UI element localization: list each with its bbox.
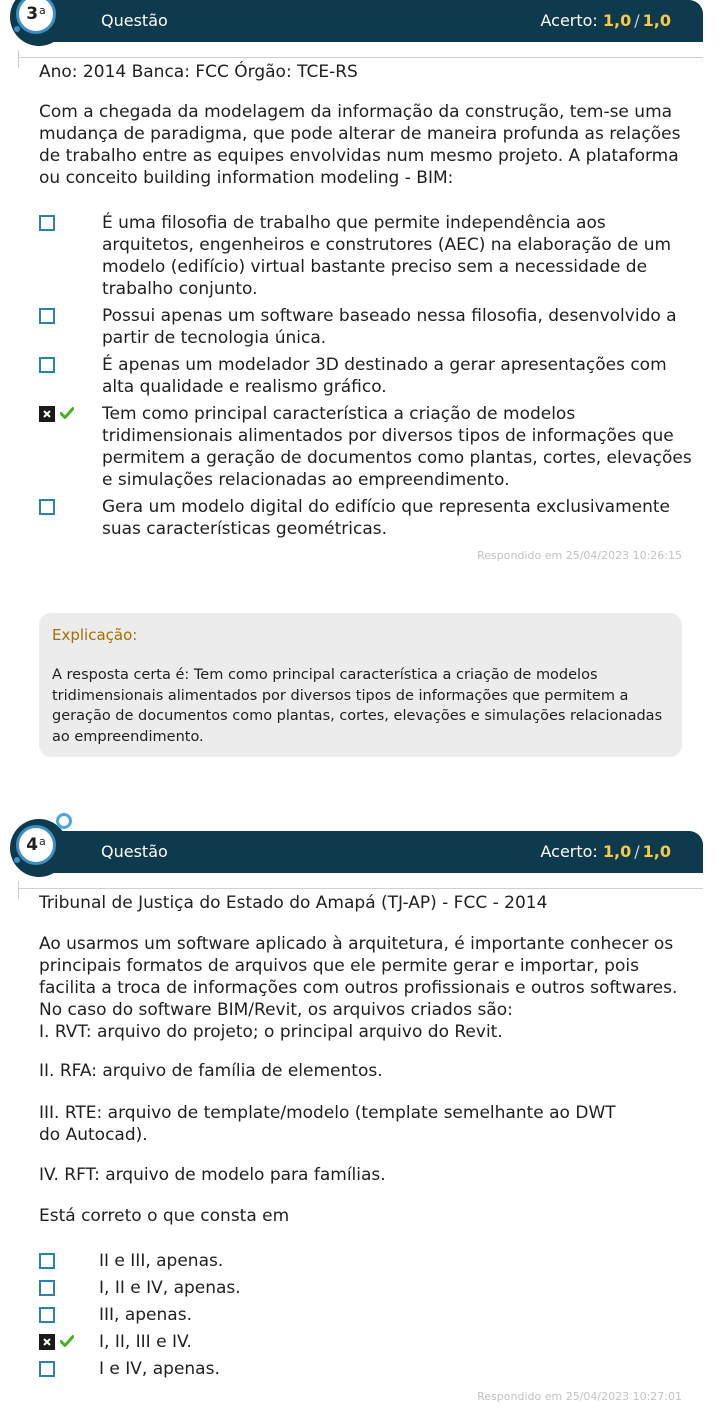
answered-timestamp: Respondido em 25/04/2023 10:26:15	[477, 549, 682, 562]
statement-item-1: I. RVT: arquivo do projeto; o principal arquivo do Revit.	[39, 1022, 503, 1042]
explanation-box	[39, 613, 682, 757]
header-divider	[18, 881, 19, 899]
header-underline	[18, 888, 703, 889]
question-prompt: Está correto o que consta em	[39, 1206, 290, 1226]
question-header	[26, 0, 703, 42]
question-title: Questão	[101, 842, 168, 861]
option-checkbox[interactable]	[39, 1280, 55, 1296]
option-checkbox[interactable]	[39, 1361, 55, 1377]
question-number-badge	[10, 819, 68, 877]
question-meta: Ano: 2014 Banca: FCC Órgão: TCE-RS	[39, 62, 358, 82]
question-meta: Tribunal de Justiça do Estado do Amapá (TJ-AP) - FCC - 2014	[39, 893, 548, 913]
option-label: Tem como principal característica a criação de modelos tridimensionais alimentados por diversos tipos de informações que permitem a geração de documentos como plantas, cortes, elevações e simulações relacionadas ao empreendimento.	[102, 404, 692, 490]
option-label: É apenas um modelador 3D destinado a gerar apresentações com alta qualidade e realismo gráfico.	[102, 355, 667, 397]
option-label: II e III, apenas.	[99, 1251, 224, 1271]
badge-dot	[56, 813, 72, 829]
question-number: 3 $^a$	[16, 0, 56, 34]
option-checkbox[interactable]	[39, 357, 55, 373]
explanation-text: A resposta certa é: Tem como principal característica a criação de modelos tridimensionais alimentados por diversos tipos de informações que permitem a geração de documentos como plantas, cortes, elevações e simulações relacionadas ao empreendimento.	[52, 667, 663, 745]
question-statement: Com a chegada da modelagem da informação da construção, tem-se uma mudança de paradigma, que pode alterar de maneira profunda as relações de trabalho entre as equipes envolvidas num mesmo projeto. A plataforma ou conceito building information modeling - BIM:	[39, 102, 681, 188]
correct-check-icon	[60, 1335, 74, 1347]
question-number: 4 $^a$	[16, 825, 56, 865]
badge-dot-small	[14, 857, 20, 863]
question-statement: Ao usarmos um software aplicado à arquitetura, é importante conhecer os principais formatos de arquivos que ele permite gerar e importar, pois facilita a troca de informações com outros profissionais e outros softwares. No caso do software BIM/Revit, os arquivos criados são:	[39, 934, 678, 1020]
option-label: I, II, III e IV.	[99, 1332, 192, 1352]
option-checkbox[interactable]	[39, 499, 55, 515]
option-label: Possui apenas um software baseado nessa filosofia, desenvolvido a partir de tecnologia única.	[102, 306, 677, 348]
question-header	[26, 831, 703, 873]
option-label: É uma filosofia de trabalho que permite independência aos arquitetos, engenheiros e construtores (AEC) na elaboração de um modelo (edifício) virtual bastante preciso sem a necessidade de trabalho conjunto.	[102, 213, 672, 299]
statement-item-3: III. RTE: arquivo de template/modelo (template semelhante ao DWT do Autocad).	[39, 1103, 616, 1145]
option-checkbox-checked[interactable]	[39, 406, 55, 422]
correct-check-icon	[60, 407, 74, 419]
option-checkbox-checked[interactable]	[39, 1334, 55, 1350]
option-label: I, II e IV, apenas.	[99, 1278, 241, 1298]
statement-item-4: IV. RFT: arquivo de modelo para famílias.	[39, 1165, 386, 1185]
option-checkbox[interactable]	[39, 1307, 55, 1323]
option-label: I e IV, apenas.	[99, 1359, 220, 1379]
statement-item-2: II. RFA: arquivo de família de elementos.	[39, 1061, 383, 1081]
option-checkbox[interactable]	[39, 215, 55, 231]
badge-dot-small	[14, 26, 20, 32]
question-title: Questão	[101, 11, 168, 30]
checked-x-icon	[41, 1336, 53, 1348]
option-label: Gera um modelo digital do edifício que representa exclusivamente suas características geométricas.	[102, 497, 670, 539]
option-label: III, apenas.	[99, 1305, 192, 1325]
option-checkbox[interactable]	[39, 308, 55, 324]
option-checkbox[interactable]	[39, 1253, 55, 1269]
header-divider	[18, 50, 19, 68]
question-score: Acerto: 1,0 / 1,0	[540, 11, 671, 30]
question-score: Acerto: 1,0 / 1,0	[540, 842, 671, 861]
header-underline	[18, 57, 703, 58]
explanation-title: Explicação:	[52, 626, 138, 644]
answered-timestamp: Respondido em 25/04/2023 10:27:01	[477, 1390, 682, 1403]
checked-x-icon	[41, 408, 53, 420]
